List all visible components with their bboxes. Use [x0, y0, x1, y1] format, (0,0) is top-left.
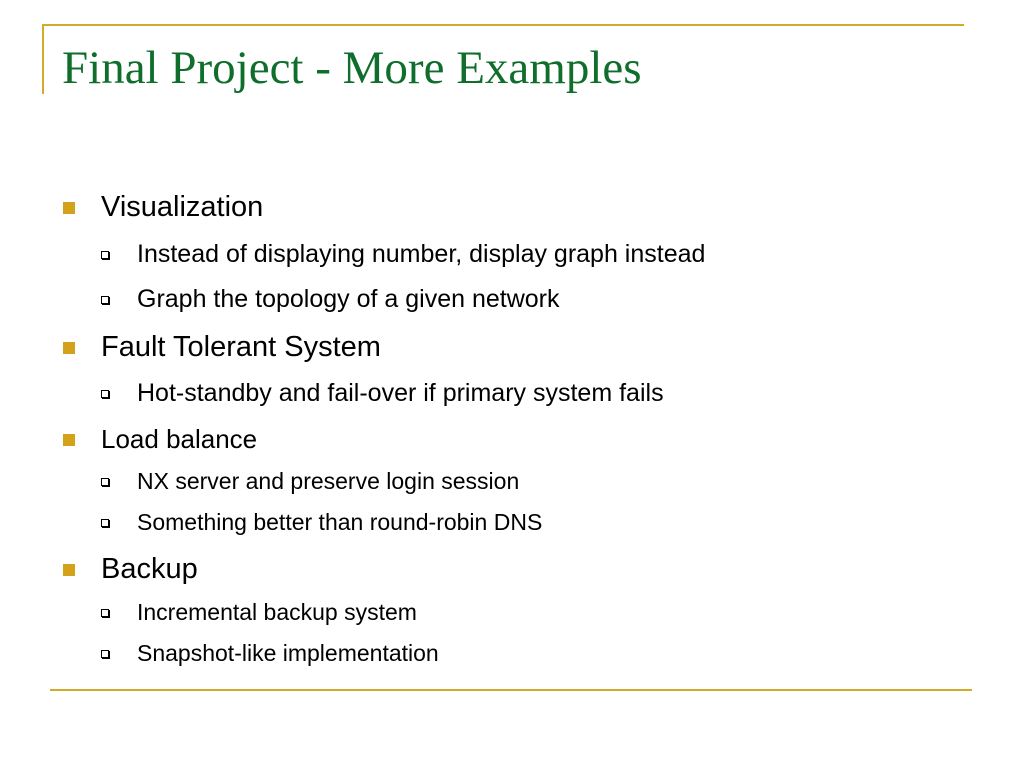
hollow-square-bullet-icon — [101, 296, 109, 304]
bottom-rule — [50, 689, 972, 691]
square-bullet-icon — [63, 564, 75, 576]
hollow-square-bullet-icon — [101, 478, 109, 486]
hollow-square-bullet-icon — [101, 251, 109, 259]
square-bullet-icon — [63, 202, 75, 214]
hollow-square-bullet-icon — [101, 390, 109, 398]
sub-item: NX server and preserve login session — [137, 468, 520, 494]
bullet-item-visualization: Visualization — [101, 191, 264, 223]
hollow-square-bullet-icon — [101, 519, 109, 527]
sub-item: Something better than round-robin DNS — [137, 509, 543, 535]
bullet-item-fault-tolerant: Fault Tolerant System — [101, 331, 381, 363]
sub-item: Hot-standby and fail-over if primary system fails — [137, 379, 664, 407]
square-bullet-icon — [63, 342, 75, 354]
sub-item: Snapshot-like implementation — [137, 640, 439, 666]
hollow-square-bullet-icon — [101, 609, 109, 617]
square-bullet-icon — [63, 434, 75, 446]
sub-item: Instead of displaying number, display graph instead — [137, 240, 706, 268]
hollow-square-bullet-icon — [101, 650, 109, 658]
sub-item: Incremental backup system — [137, 599, 417, 625]
sub-item: Graph the topology of a given network — [137, 285, 560, 313]
slide-title: Final Project - More Examples — [62, 42, 642, 94]
bullet-item-load-balance: Load balance — [101, 424, 258, 454]
bullet-item-backup: Backup — [101, 553, 198, 585]
